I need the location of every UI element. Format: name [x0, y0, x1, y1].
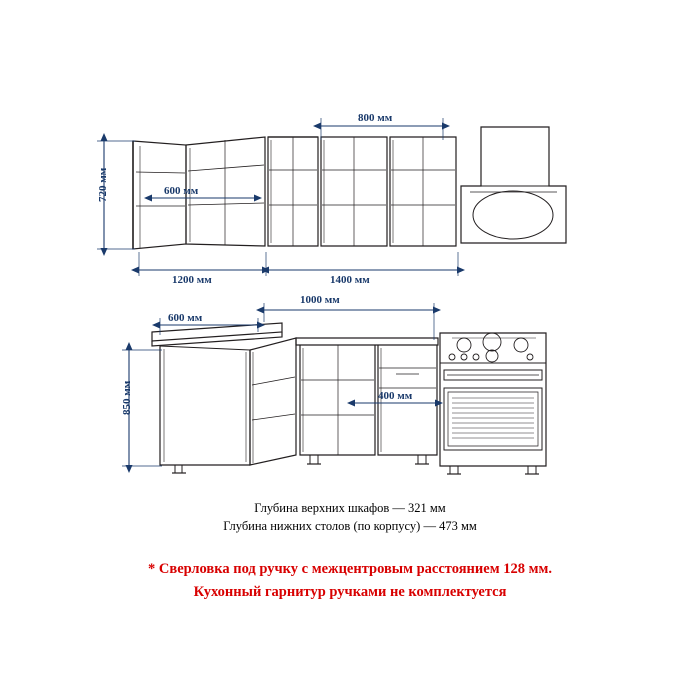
dim-upper-height: 720 мм: [97, 167, 109, 202]
range-hood: [461, 127, 566, 243]
dim-lower-height-850: 850 мм: [121, 380, 133, 415]
dim-upper-inner-600: 600 мм: [164, 185, 199, 197]
note-lower-depth: Глубина нижних столов (по корпусу) — 473 мм: [223, 519, 477, 533]
dim-lower-corner-depth-600: 600 мм: [168, 312, 203, 324]
dimension-lines-lower: [122, 303, 436, 466]
dimension-lines-upper: [97, 118, 458, 276]
warning-line-2: Кухонный гарнитур ручками не комплектуется: [193, 584, 507, 600]
dim-upper-right-run-1400: 1400 мм: [330, 274, 370, 286]
warning-line-1: * Сверловка под ручку с межцентровым расстоянием 128 мм.: [148, 561, 552, 577]
note-upper-depth: Глубина верхних шкафов — 321 мм: [254, 501, 446, 515]
dim-lower-top-run-1000: 1000 мм: [300, 294, 340, 306]
dim-lower-inner-400: 400 мм: [378, 390, 413, 402]
dim-upper-left-run-1200: 1200 мм: [172, 274, 212, 286]
stove-oven: [440, 333, 546, 474]
dim-upper-top-800: 800 мм: [358, 112, 393, 124]
